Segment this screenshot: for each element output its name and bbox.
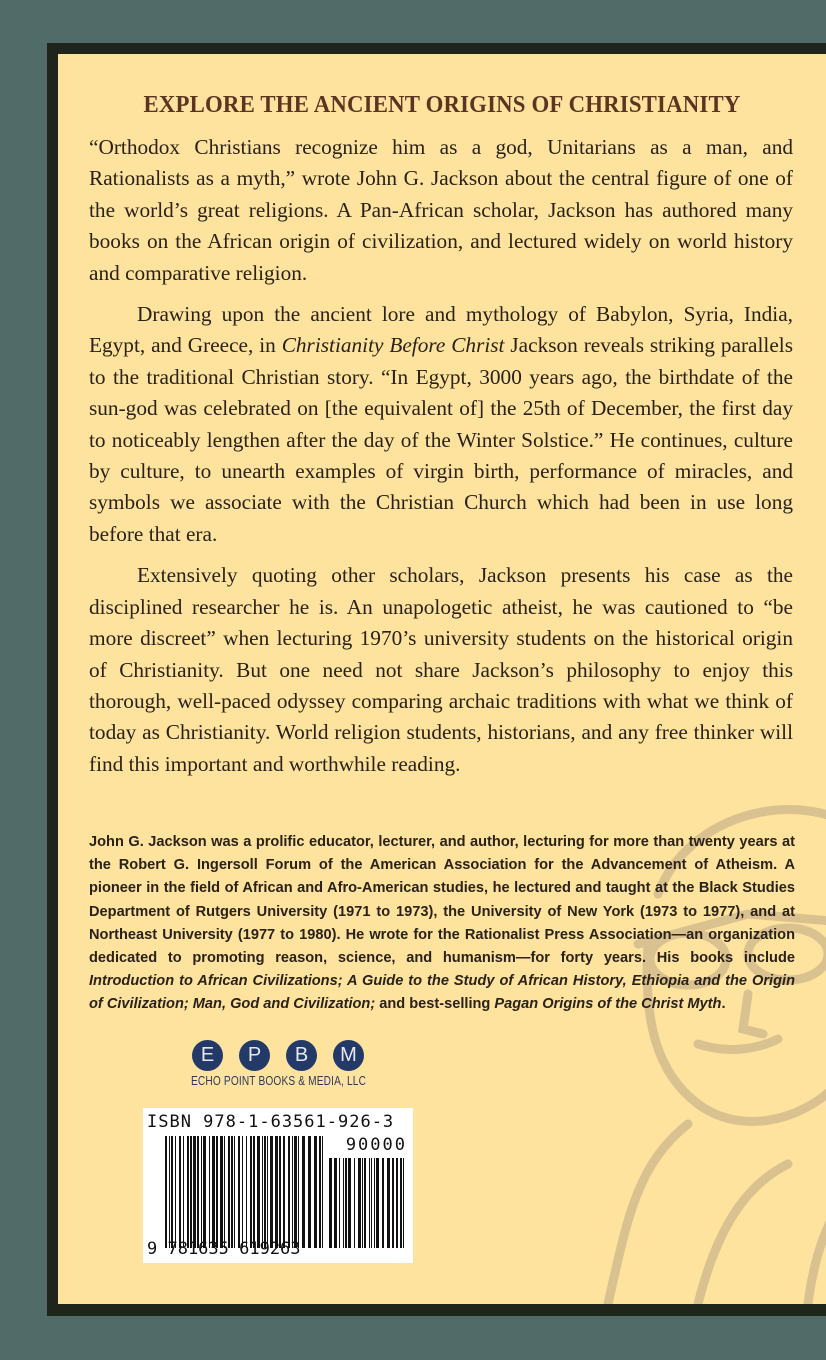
barcode-bar — [292, 1136, 293, 1248]
barcode-bar — [319, 1136, 321, 1248]
isbn-barcode — [143, 1108, 413, 1263]
barcode-bar — [369, 1158, 370, 1248]
barcode-bar — [362, 1158, 363, 1248]
book-titles: Introduction to African Civilizations; A Guide to the Study of African History, Ethiopia and the Origin of Civilization; Man, God and Civilization; — [89, 973, 795, 1013]
barcode-bar — [279, 1136, 281, 1248]
barcode-bar — [203, 1136, 206, 1248]
barcode-bar — [169, 1136, 170, 1248]
barcode-bar — [354, 1158, 355, 1248]
cover-heading: EXPLORE THE ANCIENT ORIGINS OF CHRISTIANITY — [143, 91, 741, 118]
barcode-bar — [382, 1158, 384, 1248]
barcode-bar — [345, 1158, 347, 1248]
bio-text: John G. Jackson was a prolific educator, lecturer, and author, lecturing for more than twenty years at the Robert G. Ingersoll Forum of the American Association for the Advancement of Atheism. A pioneer in the field of African and Afro-American studies, he lectured and taught at the Black Studies Department of Rutgers University (1971 to 1973), the University of New York (1973 to 1977), and at Northeast University (1977 to 1980). He wrote for the Rationalist Press Association—an organization dedicated to promoting reason, science, and humanism—for forty years. His books include — [89, 834, 795, 967]
barcode-bar — [190, 1136, 192, 1248]
publisher-logo — [191, 1040, 371, 1088]
ean-number: 9 781635 619263 — [147, 1239, 301, 1259]
barcode-bar — [242, 1136, 243, 1248]
barcode-bar — [175, 1136, 176, 1248]
barcode-bar — [212, 1136, 215, 1248]
paragraph-text: Jackson reveals striking parallels to the traditional Christian story. “In Egypt, 3000 years ago, the birthdate of the sun-god was celebrated on [the equivalent of] the 25th of December, the first day to noticeably lengthen after the day of the Winter Solstice.” He continues, culture by culture, to unearth examples of virgin birth, performance of miracles, and symbols we associate with the Christian Church which had been in use long before that era. — [89, 333, 793, 546]
barcode-bar — [334, 1158, 337, 1248]
barcode-bar — [253, 1136, 255, 1248]
barcode-bar — [348, 1158, 351, 1248]
barcode-bar — [308, 1136, 311, 1248]
barcode-bar — [234, 1136, 235, 1248]
barcode-bar — [343, 1158, 344, 1248]
barcode-bar — [275, 1136, 278, 1248]
bio-text: . — [721, 996, 726, 1013]
barcode-bar — [376, 1158, 379, 1248]
barcode-bar — [302, 1136, 305, 1248]
barcode-bar — [396, 1158, 398, 1248]
paragraph — [89, 132, 793, 289]
isbn-text: ISBN 978-1-63561-926-3 — [147, 1112, 395, 1132]
price-code: 90000 — [345, 1135, 407, 1155]
barcode-bar — [216, 1136, 218, 1248]
publisher-name: ECHO POINT BOOKS & MEDIA, LLC — [191, 1073, 367, 1088]
barcode-bar — [403, 1158, 404, 1248]
barcode-bar — [400, 1158, 402, 1248]
barcode-bar — [187, 1136, 189, 1248]
barcode-bar — [358, 1158, 361, 1248]
barcode-bar — [314, 1136, 317, 1248]
barcode-bar — [294, 1136, 297, 1248]
paragraph-text: “Orthodox Christians recognize him as a god, Unitarians as a man, and Rationalists as a myth,” wrote John G. Jackson about the central figure of one of the world’s great religions. A Pan-African scholar, Jackson has authored many books on the African origin of civilization, and lectured widely on world history and comparative religion. — [89, 135, 793, 285]
barcode-bar — [264, 1136, 266, 1248]
barcode-bar — [209, 1136, 210, 1248]
logo-letter: M — [333, 1040, 364, 1071]
barcode-bar — [250, 1136, 252, 1248]
bio-text: and best-selling — [375, 996, 495, 1013]
barcode-bar — [339, 1158, 340, 1248]
description — [89, 132, 793, 790]
logo-letter: E — [192, 1040, 223, 1071]
barcode-bar — [262, 1136, 263, 1248]
barcode-bar — [288, 1136, 290, 1248]
barcode-bar — [371, 1158, 372, 1248]
barcode-bar — [392, 1158, 394, 1248]
barcode-bar — [183, 1136, 184, 1248]
barcode-bar — [197, 1136, 199, 1248]
paragraph-text: Drawing upon the ancient lore and mythology of Babylon, Syria, India, Egypt, and Greece, in — [89, 302, 793, 358]
barcode-bar — [387, 1158, 390, 1248]
addon-barcode-bars — [329, 1158, 407, 1248]
book-title: Christianity Before Christ — [281, 333, 505, 358]
barcode-bar — [231, 1136, 233, 1248]
barcode-bar — [238, 1136, 240, 1248]
logo-letter: P — [239, 1040, 270, 1071]
barcode-bar — [201, 1136, 202, 1248]
barcode-bar — [246, 1136, 247, 1248]
barcode-bar — [267, 1136, 268, 1248]
book-title: Pagan Origins of the Christ Myth — [494, 996, 722, 1013]
barcode-bar — [165, 1136, 167, 1248]
barcode-bar — [364, 1158, 366, 1248]
barcode-bar — [179, 1136, 181, 1248]
back-cover — [58, 54, 826, 1304]
paragraph — [89, 299, 793, 550]
barcode-bar — [329, 1158, 332, 1248]
paragraph-text: Extensively quoting other scholars, Jackson presents his case as the disciplined researcher he is. An unapologetic atheist, he was cautioned to “be more discreet” when lecturing 1970’s university students on the historical origin of Christianity. But one need not share Jackson’s philosophy to enjoy this thorough, well-paced odyssey comparing archaic traditions with what we think of today as Christianity. World religion students, historians, and any free thinker will find this important and worthwhile reading. — [89, 563, 793, 776]
barcode-bar — [322, 1136, 323, 1248]
paragraph — [89, 560, 793, 780]
barcode-bar — [228, 1136, 230, 1248]
barcode-bar — [257, 1136, 260, 1248]
author-portrait-sketch — [548, 744, 826, 1304]
barcode-bars — [165, 1136, 323, 1248]
barcode-bar — [220, 1136, 223, 1248]
logo-letter: B — [286, 1040, 317, 1071]
barcode-bar — [171, 1136, 173, 1248]
barcode-bar — [270, 1136, 273, 1248]
barcode-bar — [298, 1136, 299, 1248]
barcode-bar — [283, 1136, 285, 1248]
author-bio — [89, 831, 795, 1017]
barcode-bar — [193, 1136, 196, 1248]
barcode-bar — [374, 1158, 375, 1248]
barcode-bar — [224, 1136, 225, 1248]
